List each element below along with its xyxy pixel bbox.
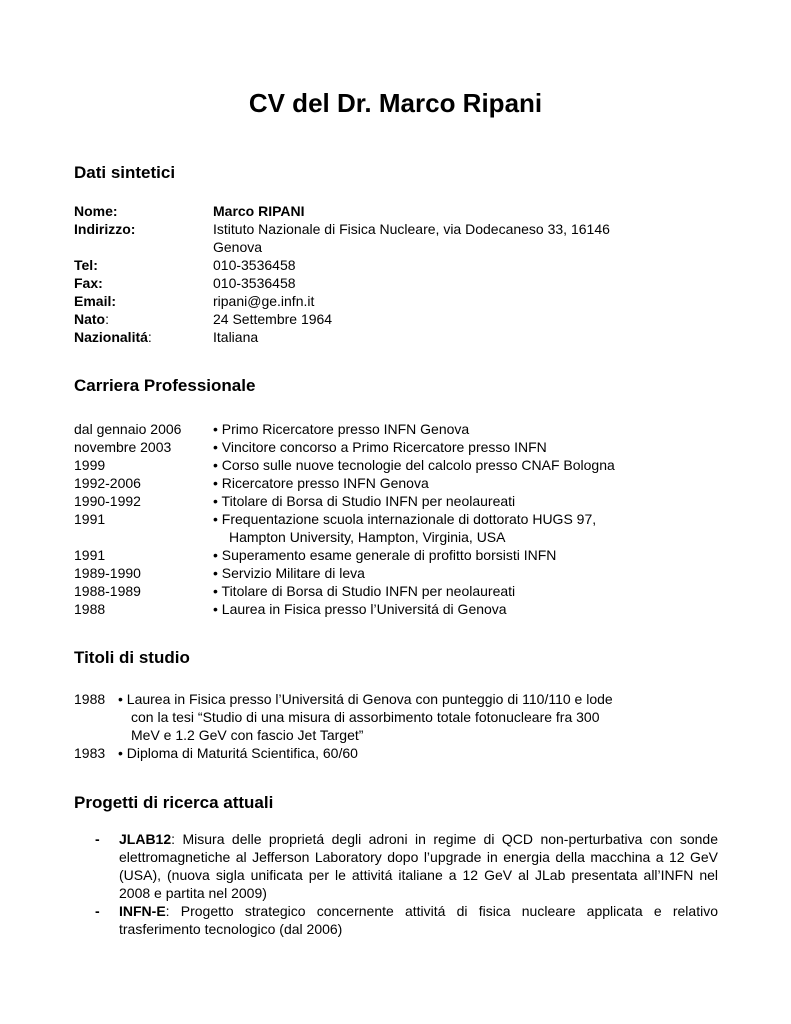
info-row-born: Nato: 24 Settembre 1964	[74, 310, 674, 328]
section-heading-projects: Progetti di ricerca attuali	[74, 793, 274, 812]
study-text-cont: con la tesi “Studio di una misura di assorbimento totale fotonucleare fra 300	[131, 709, 600, 725]
career-years: 1991	[74, 511, 106, 527]
career-row	[74, 564, 694, 582]
project-item	[95, 830, 718, 902]
study-text: • Laurea in Fisica presso l’Universitá di Genova con punteggio di 110/110 e lode	[118, 691, 613, 707]
career-row	[74, 438, 694, 456]
career-text: • Titolare di Borsa di Studio INFN per neolaureati	[213, 493, 516, 509]
study-row	[74, 744, 694, 762]
career-years: 1988	[74, 601, 106, 617]
section-heading-career: Carriera Professionale	[74, 376, 256, 395]
project-name: JLAB12	[119, 831, 172, 847]
career-years: novembre 2003	[74, 439, 172, 455]
study-row	[74, 690, 694, 744]
info-label: Nome	[74, 203, 113, 219]
info-row-tel: Tel: 010-3536458	[74, 256, 674, 274]
info-label: Nato	[74, 311, 106, 327]
career-years: 1989-1990	[74, 565, 141, 581]
career-text: • Corso sulle nuove tecnologie del calcolo presso CNAF Bologna	[213, 457, 615, 473]
career-row	[74, 546, 694, 564]
career-row	[74, 456, 694, 474]
info-row-email: Email: ripani@ge.infn.it	[74, 292, 674, 310]
career-row	[74, 600, 694, 618]
personal-info	[74, 202, 674, 346]
career-text: • Primo Ricercatore presso INFN Genova	[213, 421, 470, 437]
info-value: Marco RIPANI	[213, 203, 305, 219]
studies-list	[74, 690, 694, 762]
study-text: • Diploma di Maturitá Scientifica, 60/60	[118, 745, 358, 761]
career-row	[74, 510, 694, 546]
career-years: 1991	[74, 547, 106, 563]
study-year: 1988	[74, 691, 106, 707]
projects-list	[95, 830, 718, 938]
career-text: • Servizio Militare di leva	[213, 565, 365, 581]
career-text: • Laurea in Fisica presso l’Universitá di Genova	[213, 601, 507, 617]
career-text-cont: Hampton University, Hampton, Virginia, USA	[229, 529, 506, 545]
project-name: INFN-E	[119, 903, 166, 919]
page-title: CV del Dr. Marco Ripani	[248, 88, 543, 118]
info-label: Tel	[74, 257, 94, 273]
info-label: Indirizzo	[74, 221, 131, 237]
project-item	[95, 902, 718, 938]
info-value: 010-3536458	[213, 275, 296, 291]
section-heading-studies: Titoli di studio	[74, 648, 190, 667]
career-text: • Titolare di Borsa di Studio INFN per neolaureati	[213, 583, 516, 599]
info-value: 010-3536458	[213, 257, 296, 273]
info-value: Italiana	[213, 329, 259, 345]
career-row	[74, 492, 694, 510]
career-row	[74, 420, 694, 438]
career-text: • Frequentazione scuola internazionale di dottorato HUGS 97,	[213, 511, 597, 527]
career-years: 1988-1989	[74, 583, 141, 599]
career-row	[74, 582, 694, 600]
info-row-name: Nome: Marco RIPANI	[74, 202, 674, 220]
info-value-cont: Genova	[213, 239, 263, 255]
list-dash: -	[95, 903, 100, 919]
info-label: Nazionalitá	[74, 329, 148, 345]
career-years: 1990-1992	[74, 493, 141, 509]
info-label: Fax	[74, 275, 99, 291]
info-row-fax: Fax: 010-3536458	[74, 274, 674, 292]
career-text: • Superamento esame generale di profitto borsisti INFN	[213, 547, 557, 563]
info-row-address: Indirizzo: Istituto Nazionale di Fisica Nucleare, via Dodecaneso 33, 16146 Genova	[74, 220, 674, 256]
info-value: ripani@ge.infn.it	[213, 293, 315, 309]
project-description: : Progetto strategico concernente attivitá di fisica nucleare applicata e relativo trasferimento tecnologico (dal 2006)	[119, 903, 718, 937]
info-label: Email	[74, 293, 112, 309]
list-dash: -	[95, 831, 100, 847]
info-value: Istituto Nazionale di Fisica Nucleare, via Dodecaneso 33, 16146	[213, 221, 610, 237]
info-value: 24 Settembre 1964	[213, 311, 333, 327]
career-years: dal gennaio 2006	[74, 421, 182, 437]
career-text: • Vincitore concorso a Primo Ricercatore presso INFN	[213, 439, 547, 455]
project-description: : Misura delle proprietá degli adroni in regime di QCD non-perturbativa con sonde elettromagnetiche al Jefferson Laboratory dopo l’upgrade in energia della macchina a 12 GeV (USA), (nuova sigla unificata per le attivitá italiane a 12 GeV al JLab presentata all’INFN nel 2008 e partita nel 2009)	[119, 831, 718, 901]
career-text: • Ricercatore presso INFN Genova	[213, 475, 429, 491]
career-years: 1999	[74, 457, 106, 473]
info-row-nationality: Nazionalitá: Italiana	[74, 328, 674, 346]
study-text-cont: MeV e 1.2 GeV con fascio Jet Target”	[131, 727, 364, 743]
career-years: 1992-2006	[74, 475, 141, 491]
study-year: 1983	[74, 745, 106, 761]
career-row	[74, 474, 694, 492]
career-list	[74, 420, 694, 618]
section-heading-personal: Dati sintetici	[74, 163, 176, 182]
